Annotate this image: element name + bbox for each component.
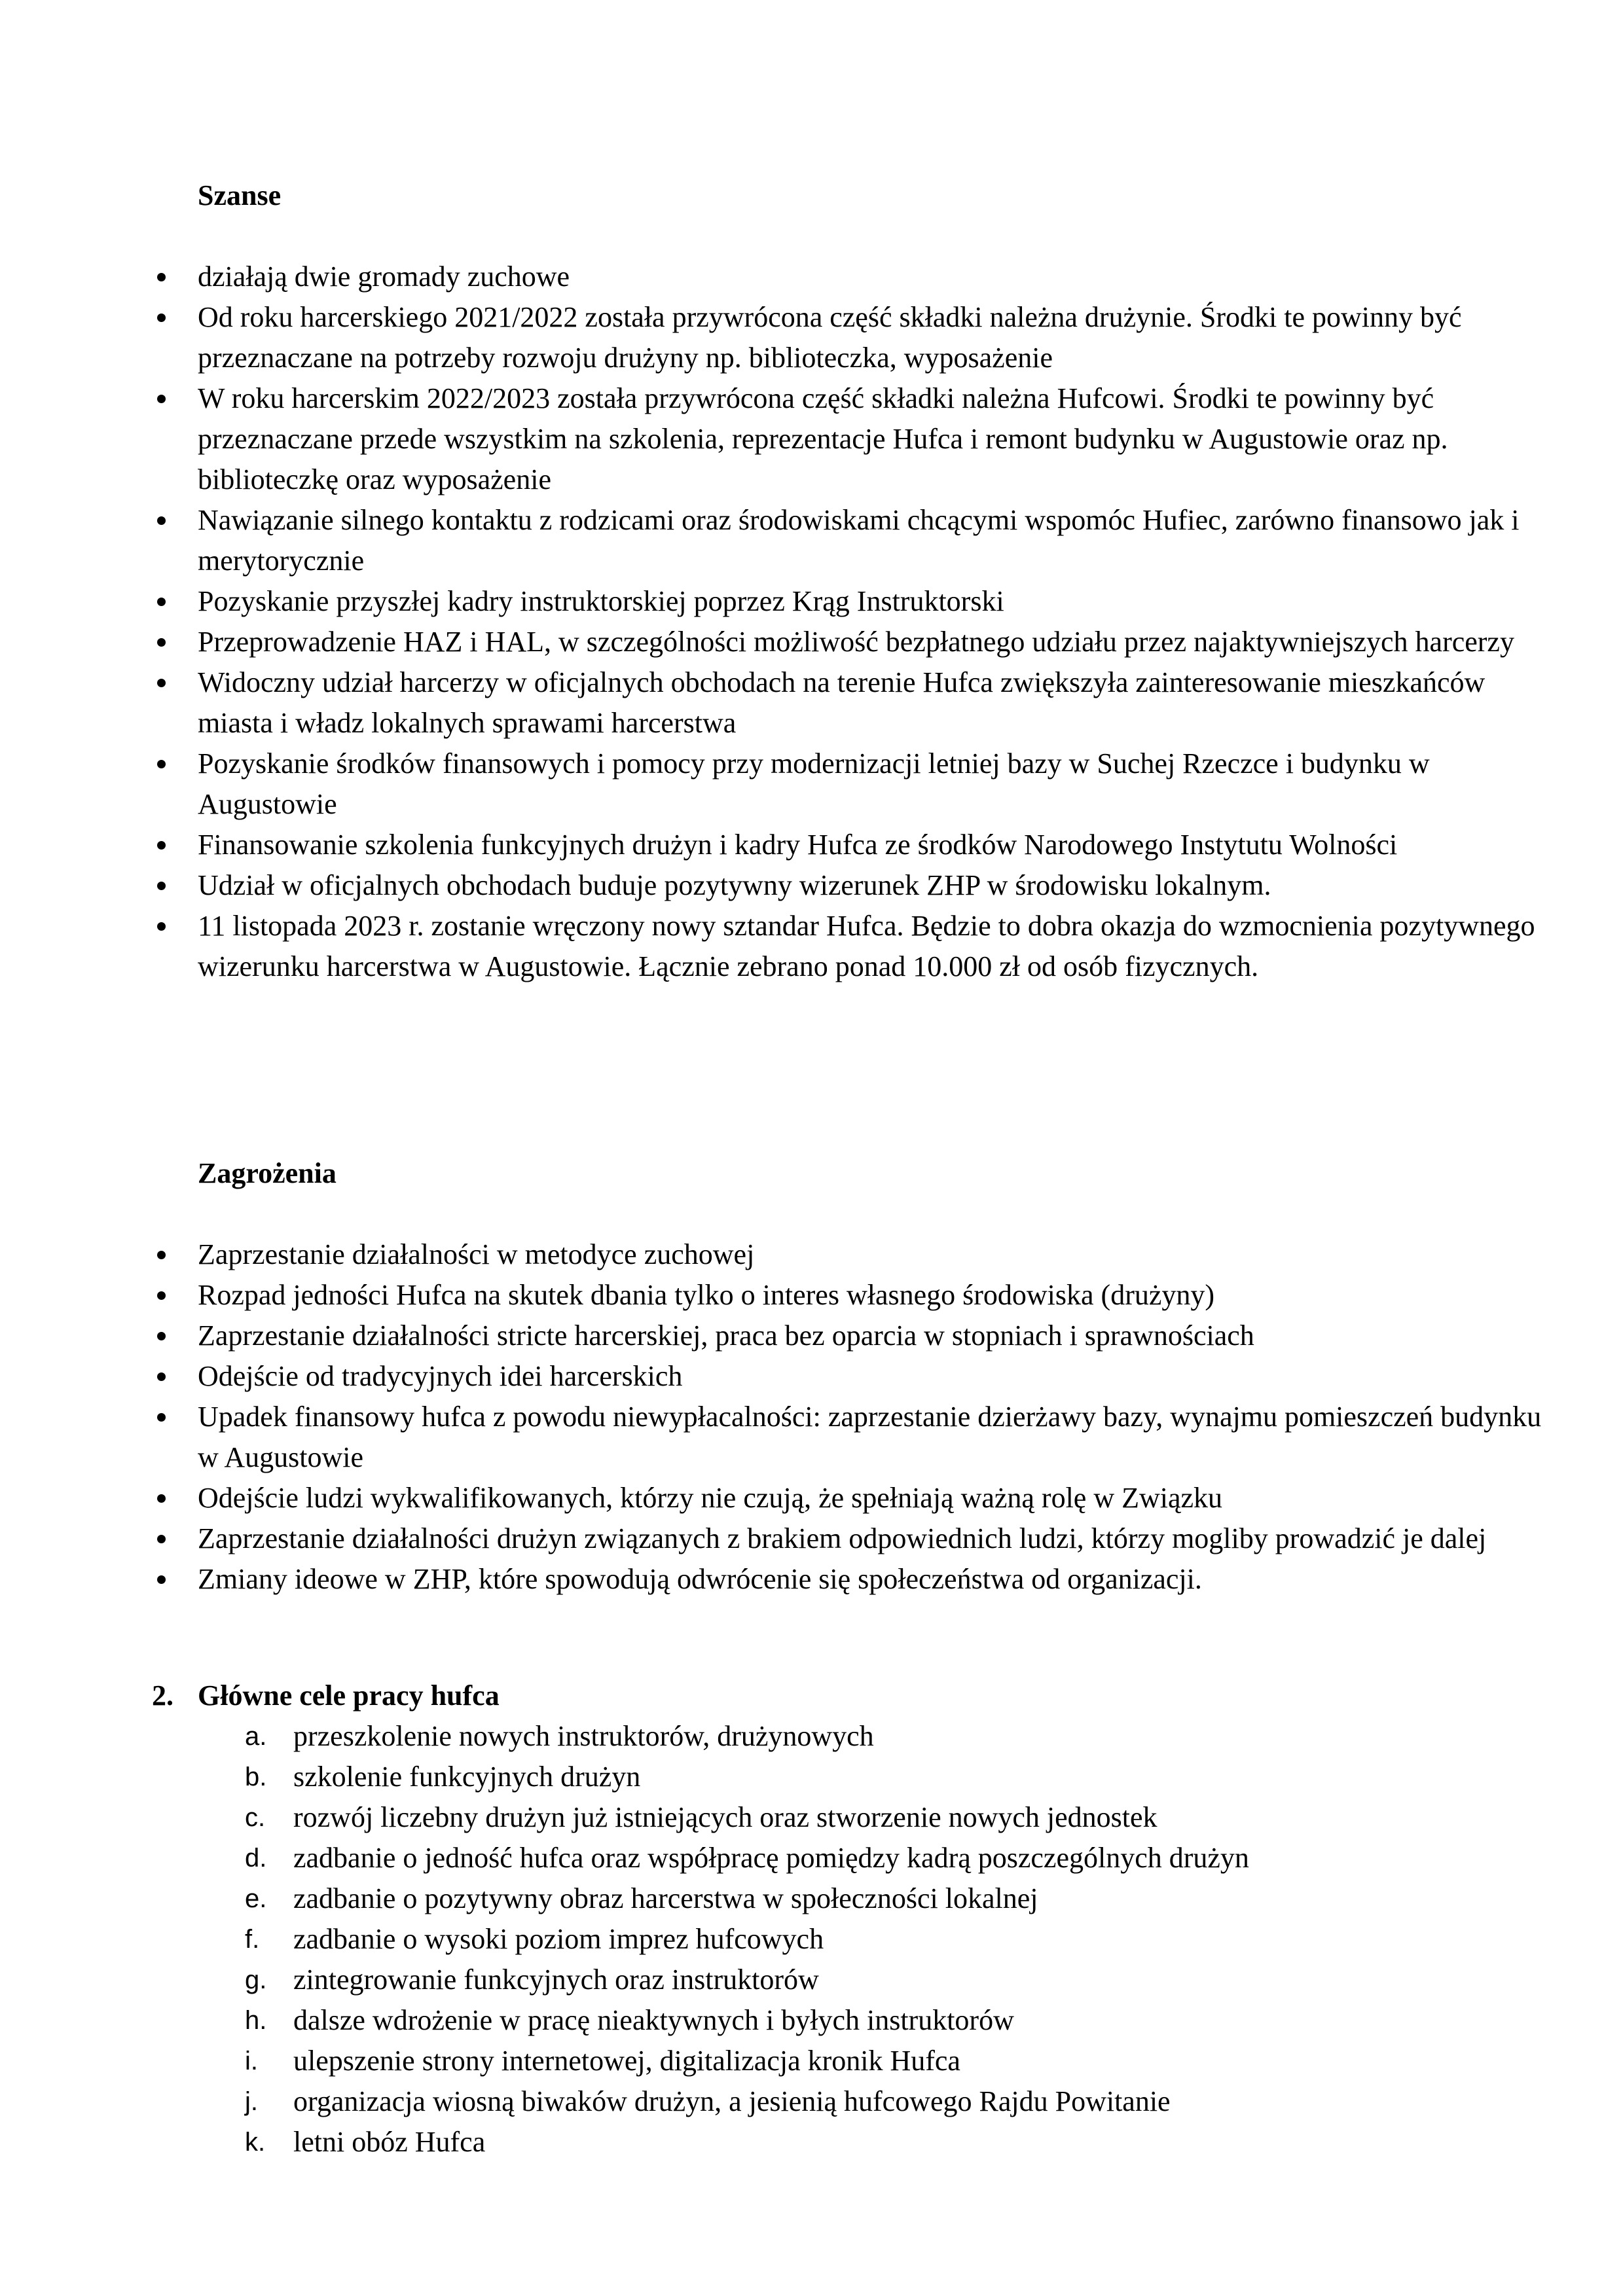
list-item (157, 1518, 1552, 1559)
bullet-icon (157, 841, 166, 850)
list-item-text: Finansowanie szkolenia funkcyjnych drużyn i kadry Hufca ze środków Narodowego Instytutu Wolności (198, 829, 1398, 861)
list-item (157, 1478, 1552, 1518)
list-item-text: letni obóz Hufca (293, 2126, 486, 2158)
bullet-icon (157, 1413, 166, 1422)
list-item-text: dalsze wdrożenie w pracę nieaktywnych i byłych instruktorów (293, 2004, 1014, 2036)
list-item (245, 1878, 1554, 1919)
list-item-text: zadbanie o pozytywny obraz harcerstwa w społeczności lokalnej (293, 1882, 1038, 1914)
list-item (157, 378, 1552, 500)
list-item (245, 1797, 1554, 1838)
list-item (157, 906, 1552, 987)
list-item-text: rozwój liczebny drużyn już istniejących oraz stworzenie nowych jednostek (293, 1801, 1158, 1833)
list-item (157, 257, 1552, 297)
bullet-icon (157, 1535, 166, 1543)
list-item (245, 2041, 1554, 2081)
section-heading-szanse: Szanse (198, 179, 282, 211)
bullet-icon (157, 1332, 166, 1340)
list-item (245, 2000, 1554, 2041)
list-item-text: Przeprowadzenie HAZ i HAL, w szczególności możliwość bezpłatnego udziału przez najaktywniejszych harcerzy (198, 626, 1514, 658)
bullet-icon (157, 922, 166, 931)
list-item (245, 1757, 1554, 1797)
section-number: 2. (152, 1679, 173, 1712)
list-letter: j. (245, 2087, 258, 2116)
list-item (157, 744, 1552, 825)
list-item (157, 1275, 1552, 1316)
szanse-list (157, 257, 1552, 987)
list-item-text: zadbanie o wysoki poziom imprez hufcowych (293, 1923, 824, 1955)
list-item (157, 297, 1552, 378)
list-letter: a. (245, 1722, 267, 1751)
list-letter: b. (245, 1763, 267, 1791)
list-item (157, 662, 1552, 744)
section-heading-cele (152, 1676, 500, 1716)
list-item (157, 865, 1552, 906)
list-item-text: zadbanie o jedność hufca oraz współpracę pomiędzy kadrą poszczególnych drużyn (293, 1842, 1249, 1874)
list-item (245, 1716, 1554, 1757)
bullet-icon (157, 1575, 166, 1584)
list-letter: i. (245, 2047, 258, 2075)
list-item-text: szkolenie funkcyjnych drużyn (293, 1761, 641, 1793)
list-item-text: Odejście od tradycyjnych idei harcerskich (198, 1360, 683, 1392)
list-item (157, 1397, 1552, 1478)
list-item-text: organizacja wiosną biwaków drużyn, a jesienią hufcowego Rajdu Powitanie (293, 2085, 1171, 2117)
list-item-text: Rozpad jedności Hufca na skutek dbania tylko o interes własnego środowiska (drużyny) (198, 1279, 1215, 1311)
list-item (245, 2081, 1554, 2122)
list-item-text: przeszkolenie nowych instruktorów, drużynowych (293, 1720, 874, 1752)
list-item-text: zintegrowanie funkcyjnych oraz instruktorów (293, 1964, 819, 1996)
bullet-icon (157, 516, 166, 525)
cele-list (245, 1716, 1554, 2162)
list-item (245, 1838, 1554, 1878)
list-item-text: Zmiany ideowe w ZHP, które spowodują odwrócenie się społeczeństwa od organizacji. (198, 1563, 1202, 1595)
section-heading-zagrozenia: Zagrożenia (198, 1157, 337, 1189)
bullet-icon (157, 638, 166, 647)
list-item-text: 11 listopada 2023 r. zostanie wręczony nowy sztandar Hufca. Będzie to dobra okazja do wzmocnienia pozytywnego wizerunku harcerstwa w Augustowie. Łącznie zebrano ponad 10.000 zł od osób fizycznych. (198, 910, 1535, 982)
bullet-icon (157, 1291, 166, 1300)
list-item-text: Od roku harcerskiego 2021/2022 została przywrócona część składki należna drużynie. Środki te powinny być przeznaczane na potrzeby rozwoju drużyny np. biblioteczka, wyposażenie (198, 301, 1462, 374)
list-letter: e. (245, 1884, 267, 1913)
list-item (157, 581, 1552, 622)
list-item-text: Widoczny udział harcerzy w oficjalnych obchodach na terenie Hufca zwiększyła zainteresowanie mieszkańców miasta i władz lokalnych sprawami harcerstwa (198, 666, 1486, 739)
list-letter: d. (245, 1844, 267, 1873)
list-item (157, 1316, 1552, 1356)
list-item-text: Zaprzestanie działalności w metodyce zuchowej (198, 1238, 755, 1270)
bullet-icon (157, 598, 166, 606)
list-item (157, 500, 1552, 581)
bullet-icon (157, 395, 166, 403)
bullet-icon (157, 1494, 166, 1503)
list-item-text: W roku harcerskim 2022/2023 została przywrócona część składki należna Hufcowi. Środki te powinny być przeznaczane przede wszystkim na szkolenia, reprezentacje Hufca i remont budynku w Augustowie oraz np. biblioteczkę oraz wyposażenie (198, 382, 1448, 495)
list-item (157, 1559, 1552, 1600)
list-item-text: Zaprzestanie działalności drużyn związanych z brakiem odpowiednich ludzi, którzy mogliby prowadzić je dalej (198, 1522, 1487, 1554)
bullet-icon (157, 760, 166, 768)
list-letter: h. (245, 2006, 267, 2035)
list-item-text: Odejście ludzi wykwalifikowanych, którzy nie czują, że spełniają ważną rolę w Związku (198, 1482, 1223, 1514)
list-item-text: Pozyskanie środków finansowych i pomocy przy modernizacji letniej bazy w Suchej Rzeczce i budynku w Augustowie (198, 747, 1430, 820)
list-item-text: Udział w oficjalnych obchodach buduje pozytywny wizerunek ZHP w środowisku lokalnym. (198, 869, 1271, 901)
list-item-text: Pozyskanie przyszłej kadry instruktorskiej poprzez Krąg Instruktorski (198, 585, 1004, 617)
list-item-text: Nawiązanie silnego kontaktu z rodzicami oraz środowiskami chcącymi wspomóc Hufiec, zarówno finansowo jak i merytorycznie (198, 504, 1520, 577)
bullet-icon (157, 314, 166, 322)
list-item-text: Upadek finansowy hufca z powodu niewypłacalności: zaprzestanie dzierżawy bazy, wynajmu pomieszczeń budynku w Augustowie (198, 1401, 1542, 1473)
list-letter: k. (245, 2128, 266, 2157)
list-item (157, 1356, 1552, 1397)
list-letter: g. (245, 1965, 267, 1994)
list-item (157, 1234, 1552, 1275)
bullet-icon (157, 1251, 166, 1259)
list-item (157, 825, 1552, 865)
list-item (245, 1919, 1554, 1960)
bullet-icon (157, 679, 166, 687)
bullet-icon (157, 882, 166, 890)
list-item-text: ulepszenie strony internetowej, digitalizacja kronik Hufca (293, 2045, 960, 2077)
section-title: Główne cele pracy hufca (198, 1679, 500, 1712)
list-item-text: Zaprzestanie działalności stricte harcerskiej, praca bez oparcia w stopniach i sprawnościach (198, 1319, 1254, 1352)
bullet-icon (157, 273, 166, 281)
list-item-text: działają dwie gromady zuchowe (198, 260, 570, 293)
zagrozenia-list (157, 1234, 1552, 1600)
list-item (245, 2122, 1554, 2162)
list-letter: f. (245, 1925, 260, 1954)
list-item (157, 622, 1552, 662)
bullet-icon (157, 1372, 166, 1381)
list-item (245, 1960, 1554, 2000)
list-letter: c. (245, 1803, 266, 1832)
